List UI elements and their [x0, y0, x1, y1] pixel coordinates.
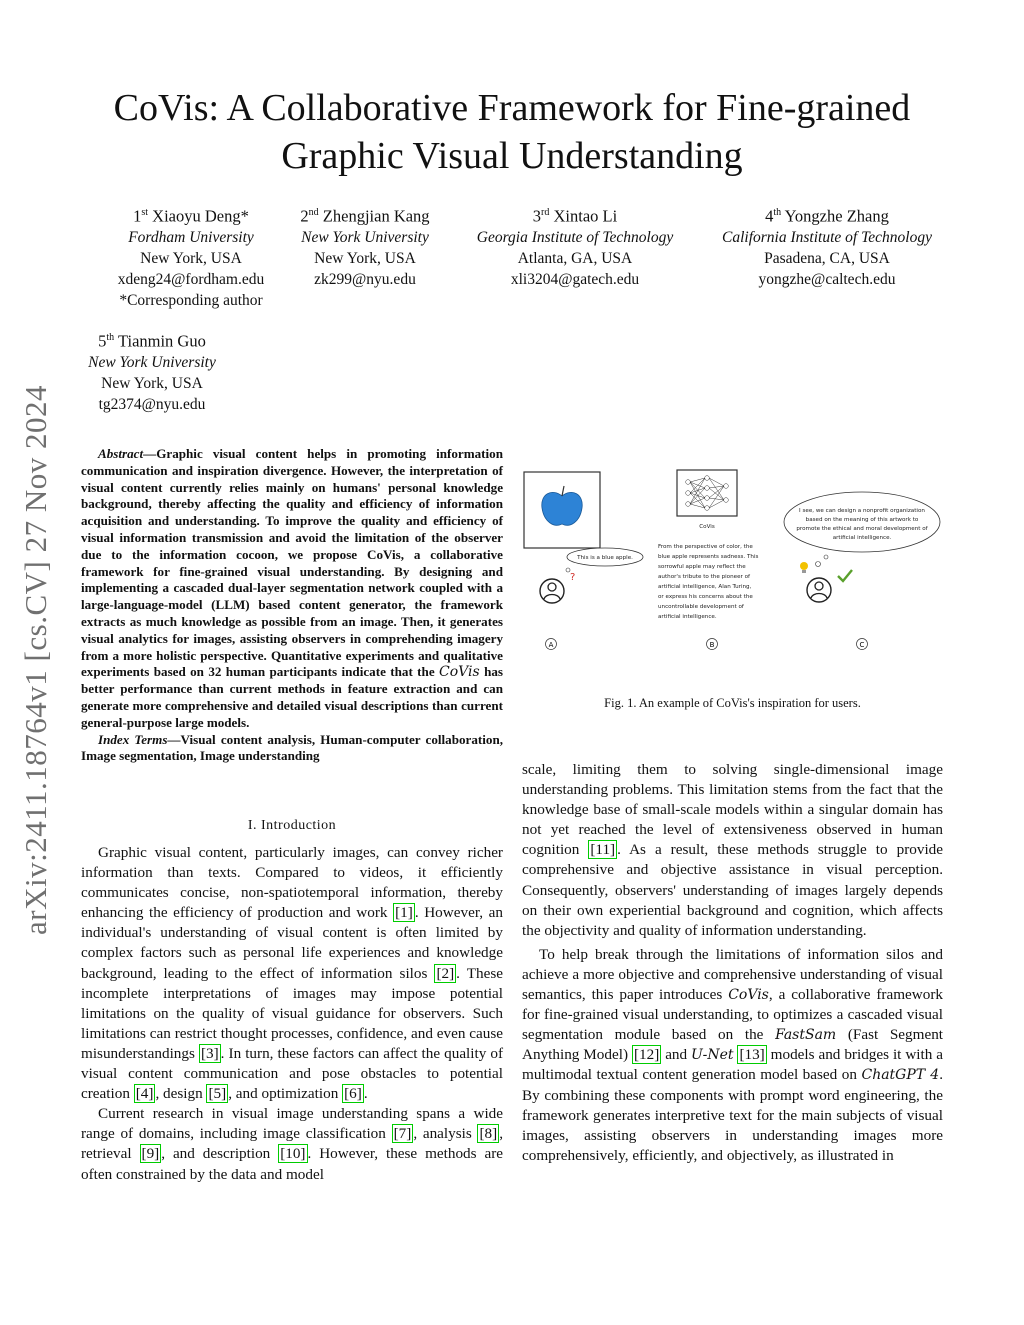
- svg-text:From the perspective of color,: From the perspective of color, the: [658, 544, 753, 550]
- citation-link[interactable]: [13]: [739, 1046, 765, 1064]
- citation-link[interactable]: [12]: [633, 1046, 660, 1064]
- bubble-c-line: artificial intelligence.: [832, 535, 892, 541]
- neural-network-icon: [686, 476, 729, 511]
- svg-text:author's tribute to the pionee: author's tribute to the pioneer of: [658, 574, 750, 580]
- bubble-c-line: based on the meaning of this artwork to: [805, 517, 919, 523]
- citation-link[interactable]: [5]: [208, 1085, 227, 1103]
- covis-model-frame: [677, 470, 737, 516]
- author-4: 4th Yongzhe Zhang California Institute of Technology Pasadena, CA, USA yongzhe@caltech.edu: [702, 202, 952, 290]
- title-line-1: CoVis: A Collaborative Framework for Fine-grained: [113, 87, 911, 129]
- paper-title: [60, 84, 964, 180]
- author-4-email[interactable]: yongzhe@caltech.edu: [758, 270, 896, 288]
- author-1-email[interactable]: xdeng24@fordham.edu: [117, 270, 265, 288]
- abstract-label: Abstract: [98, 446, 144, 461]
- svg-text:or express his concerns about: or express his concerns about the: [658, 594, 753, 600]
- panel-label-a: [546, 639, 557, 650]
- citation-link[interactable]: [10]: [280, 1145, 306, 1163]
- model-label: CoVis: [699, 524, 715, 530]
- lightbulb-icon: [800, 562, 808, 573]
- checkmark-icon: [838, 570, 852, 581]
- intro-right-column: [522, 760, 943, 1166]
- question-icon: ?: [570, 572, 576, 583]
- blue-apple-icon: [542, 486, 582, 525]
- title-line-2: Graphic Visual Understanding: [281, 135, 743, 177]
- intro-paragraph-2: Current research in visual image understanding spans a wide range of domains, including image classification [7] , analysis [8] , retrieval [9] , and description [10] . However, these methods are often constrained by the data and model: [81, 1105, 504, 1183]
- citation-link[interactable]: [4]: [135, 1085, 154, 1103]
- author-3: 3rd Xintao Li Georgia Institute of Technology Atlanta, GA, USA xli3204@gatech.edu: [458, 202, 692, 290]
- intro-left-column: [81, 843, 503, 1185]
- intro-paragraph-1: Graphic visual content, particularly images, can convey richer information than texts. Compared to videos, it efficiently communicates concise, non-spatiotemporal information, thereby enhancing the efficiency of production and work [1] . However, an individual's understanding of visual content is often limited by complex factors such as personal life experiences and knowledge background, leading to the effect of information silos [2] . These incomplete interpretations of images may impose potential limitations on the quality of visual guidance for observers. Such limitations can restrict thought processes, confidence, and even cause misunderstandings [3] . In turn, these factors can affect the quality of visual content communication and pose obstacles to potential creation [4] , design [5] , and optimization [6] .: [81, 844, 504, 1103]
- author-2: 2nd Zhengjian Kang New York University New York, USA zk299@nyu.edu: [268, 202, 462, 290]
- model-output-text: [658, 544, 759, 620]
- bubble-a-text: This is a blue apple.: [577, 555, 633, 561]
- svg-text:uncontrollable development of: uncontrollable development of: [658, 604, 744, 610]
- user-c-icon: [807, 578, 831, 602]
- user-a-icon: [540, 579, 564, 603]
- citation-link[interactable]: [8]: [479, 1125, 498, 1143]
- intro-paragraph-4: To help break through the limitations of information silos and achieve a more objective and comprehensive understanding of visual semantics, this paper introduces CoVis, a collaborative framework for fine-grained visual understanding, to optimizes a cascaded visual segmentation module based on the FastSam (Fast Segment Anything Model) [12] and U-Net [13] models and bridges it with a multimodal textual content generation model based on ChatGPT 4. By combining these components with prompt word engineering, the framework generates interpretive text for the main subjects of visual images, assisting observers in understanding images more comprehensively, efficiently, and objectively, as illustrated in: [522, 945, 944, 1164]
- section-heading: I. Introduction: [247, 818, 337, 833]
- svg-text:C: C: [859, 641, 865, 649]
- svg-text:A: A: [548, 641, 554, 649]
- bubble-c-line: I see, we can design a nonprofit organization: [799, 508, 925, 514]
- citation-link[interactable]: [6]: [344, 1085, 362, 1103]
- intro-paragraph-3: scale, limiting them to solving single-dimensional image understanding problems. This limitation stems from the fact that the knowledge base of small-scale models within a singular domain has not yet reached the level of extensiveness observed in human cognition [11] . As a result, these methods struggle to provide comprehensive and objective assistance in visual perception. Consequently, observers' understanding of images largely depends on their own experiential background and cognition, which affects the objectivity and quality of information understanding.: [522, 761, 943, 939]
- author-3-email[interactable]: xli3204@gatech.edu: [510, 270, 640, 288]
- citation-link[interactable]: [1]: [395, 904, 413, 922]
- panel-label-c: [857, 639, 868, 650]
- index-terms-label: Index Terms: [98, 731, 168, 747]
- citation-link[interactable]: [7]: [393, 1125, 412, 1143]
- svg-text:artificial intelligence, Alan: artificial intelligence, Alan Turing,: [658, 584, 752, 590]
- index-terms: —Visual content analysis, Human-computer collaboration, Image segmentation, Image understanding: [81, 731, 503, 764]
- citation-link[interactable]: [3]: [200, 1044, 219, 1062]
- svg-text:artificial intelligence.: artificial intelligence.: [658, 614, 717, 620]
- author-5-email[interactable]: tg2374@nyu.edu: [98, 395, 206, 413]
- figure-caption: Fig. 1. An example of CoVis's inspiration for users.: [604, 696, 861, 710]
- svg-text:sorrowful apple may reflect th: sorrowful apple may reflect the: [658, 564, 746, 570]
- arxiv-watermark: arXiv:2411.18764v1 [cs.CV] 27 Nov 2024: [18, 385, 53, 935]
- author-1: 1st Xiaoyu Deng* Fordham University New York, USA xdeng24@fordham.edu *Corresponding author: [96, 202, 286, 311]
- author-2-email[interactable]: zk299@nyu.edu: [314, 270, 416, 288]
- abstract: Abstract—Graphic visual content helps in promoting information communication and inspiration divergence. However, the interpretation of visual content currently relies mainly on humans' personal knowledge background, thereby affecting the quality and efficiency of information acquisition and understanding. To improve the quality and efficiency of visual information transmission and avoid the limitation of the observer due to the information cocoon, we propose CoVis, a collaborative framework for fine-grained visual understanding. By designing and implementing a cascaded dual-layer segmentation network coupled with a large-language-model (LLM) based content generator, the framework extracts as much knowledge as possible from an image. Then, it generates visual analytics for images, assisting observers in comprehending imagery from a more holistic perspective. Quantitative experiments and qualitative experiments based on 32 human participants indicate that the CoVis has better performance than current methods in feature extraction and can generate more comprehensive and detailed visual descriptions than current general-purpose large models. Index Terms—Visual content analysis, Human-computer collaboration, Image segmentation, Image understanding: [81, 446, 503, 764]
- citation-link[interactable]: [11]: [590, 841, 616, 859]
- figure-1: [522, 462, 942, 662]
- svg-text:B: B: [709, 641, 715, 649]
- bubble-c-line: promote the ethical and moral development of: [796, 526, 928, 532]
- citation-link[interactable]: [9]: [141, 1145, 160, 1163]
- citation-link[interactable]: [2]: [436, 964, 455, 982]
- panel-label-b: [707, 639, 718, 650]
- svg-text:blue apple represents sadness.: blue apple represents sadness. This: [658, 554, 759, 560]
- author-5: 5th Tianmin Guo New York University New York, USA tg2374@nyu.edu: [72, 327, 232, 415]
